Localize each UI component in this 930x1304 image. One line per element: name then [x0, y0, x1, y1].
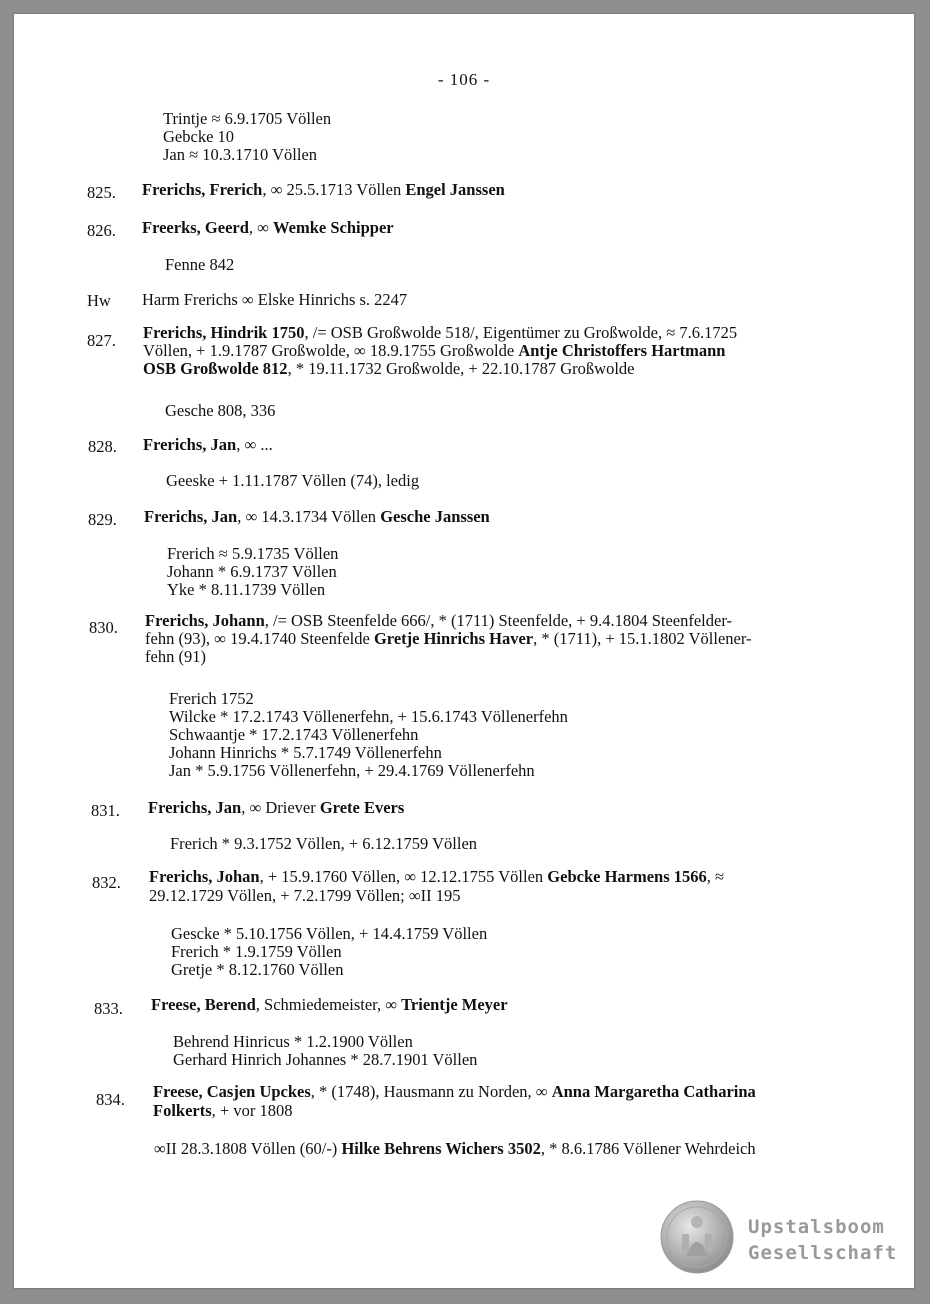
child-entry: Gescke * 5.10.1756 Völlen, + 14.4.1759 Völlen: [171, 924, 488, 943]
entry-number: 833.: [94, 999, 123, 1018]
entry-827-line2: [143, 342, 725, 360]
entry-832-line1: [149, 868, 724, 886]
entry-830-line1: [145, 612, 732, 630]
child-entry: Johann * 6.9.1737 Völlen: [167, 562, 337, 581]
entry-number: 830.: [89, 618, 118, 637]
spouse-name: Wemke Schipper: [273, 218, 394, 237]
spouse-name: Trientje Meyer: [401, 995, 508, 1014]
entry-833-heading: [151, 996, 508, 1014]
entry-text: , ∞: [248, 218, 274, 237]
entry-834-remarriage: [154, 1140, 756, 1158]
entry-number: 828.: [88, 437, 117, 456]
spouse-name: Folkerts: [153, 1101, 212, 1120]
entry-text: , ≈: [706, 867, 725, 886]
child-entry: Frerich * 1.9.1759 Völlen: [171, 942, 342, 961]
entry-number: 829.: [88, 510, 117, 529]
entry-name: Freese, Berend: [151, 995, 256, 1014]
entry-number: 834.: [96, 1090, 125, 1109]
child-entry: Behrend Hinricus * 1.2.1900 Völlen: [173, 1032, 413, 1051]
entry-text: fehn (93), ∞ 19.4.1740 Steenfelde: [145, 629, 374, 648]
child-entry: Johann Hinrichs * 5.7.1749 Völlenerfehn: [169, 743, 442, 762]
spouse-name: Grete Evers: [319, 798, 405, 817]
entry-number: 827.: [87, 331, 116, 350]
entry-text: , ∞ Driever: [241, 798, 320, 817]
entry-name: Frerichs, Jan: [144, 507, 238, 526]
entry-hw-text: Harm Frerichs ∞ Elske Hinrichs s. 2247: [142, 290, 408, 309]
spouse-name: Gesche Janssen: [380, 507, 490, 526]
entry-831-heading: [148, 799, 404, 817]
entry-827-line1: [143, 324, 737, 342]
child-entry: Gebcke 10: [163, 127, 235, 146]
child-entry: Frerich * 9.3.1752 Völlen, + 6.12.1759 Völlen: [170, 834, 478, 853]
entry-text: , /= OSB Steenfelde 666/, * (1711) Steenfelde, + 9.4.1804 Steenfelder-: [264, 611, 732, 630]
entry-number: Hw: [87, 291, 111, 310]
entry-text: , + vor 1808: [211, 1101, 293, 1120]
entry-number: 832.: [92, 873, 121, 892]
entry-text: , ∞ 14.3.1734 Völlen: [237, 507, 381, 526]
entry-name: Frerichs, Hindrik 1750: [143, 323, 305, 342]
entry-number: 831.: [91, 801, 120, 820]
child-entry: Jan * 5.9.1756 Völlenerfehn, + 29.4.1769 Völlenerfehn: [169, 761, 535, 780]
child-entry: Frerich 1752: [169, 689, 254, 708]
document-page: [14, 14, 914, 1288]
entry-text: , * (1748), Hausmann zu Norden, ∞: [310, 1082, 552, 1101]
child-entry: Frerich ≈ 5.9.1735 Völlen: [167, 544, 339, 563]
spouse-name: Engel Janssen: [405, 180, 505, 199]
page-number: - 106 -: [437, 70, 491, 89]
entry-name: Frerichs, Johann: [145, 611, 265, 630]
entry-number: 825.: [87, 183, 116, 202]
spouse-name: OSB Großwolde 812: [143, 359, 288, 378]
entry-834-line1: [153, 1083, 756, 1101]
entry-text: , + 15.9.1760 Völlen, ∞ 12.12.1755 Völlen: [259, 867, 548, 886]
child-entry: Gretje * 8.12.1760 Völlen: [171, 960, 344, 979]
child-entry: Jan ≈ 10.3.1710 Völlen: [163, 145, 318, 164]
entry-text: , * (1711), + 15.1.1802 Völlener-: [533, 629, 752, 648]
seal-logo-icon: [660, 1200, 734, 1274]
entry-830-line2: [145, 630, 752, 648]
entry-number: 826.: [87, 221, 116, 240]
spouse-name: Gebcke Harmens 1566: [547, 867, 707, 886]
child-entry: Fenne 842: [165, 255, 235, 274]
entry-name: Frerichs, Jan: [143, 435, 237, 454]
child-entry: Wilcke * 17.2.1743 Völlenerfehn, + 15.6.1743 Völlenerfehn: [169, 707, 568, 726]
entry-834-line2: [153, 1102, 292, 1120]
brand-line-1: Upstalsboom: [748, 1216, 885, 1238]
child-entry: Geeske + 1.11.1787 Völlen (74), ledig: [166, 471, 420, 490]
child-entry: Trintje ≈ 6.9.1705 Völlen: [163, 109, 332, 128]
entry-832-line2: 29.12.1729 Völlen, + 7.2.1799 Völlen; ∞II 195: [149, 886, 461, 905]
entry-text: , /= OSB Großwolde 518/, Eigentümer zu Großwolde, ≈ 7.6.1725: [304, 323, 738, 342]
brand-line-2: Gesellschaft: [748, 1242, 898, 1264]
entry-name: Frerichs, Johan: [149, 867, 260, 886]
entry-name: Frerichs, Frerich: [142, 180, 263, 199]
entry-text: ∞II 28.3.1808 Völlen (60/-): [154, 1139, 342, 1158]
entry-text: , ∞ 25.5.1713 Völlen: [262, 180, 406, 199]
entry-830-line3: fehn (91): [145, 647, 206, 666]
spouse-name: Gretje Hinrichs Haver: [373, 629, 534, 648]
entry-text: , Schmiedemeister, ∞: [255, 995, 402, 1014]
entry-name: Freese, Casjen Upckes: [153, 1082, 311, 1101]
entry-text: , ∞ ...: [236, 435, 273, 454]
child-entry: Gesche 808, 336: [165, 401, 276, 420]
child-entry: Gerhard Hinrich Johannes * 28.7.1901 Völlen: [173, 1050, 478, 1069]
entry-828-heading: [143, 436, 273, 454]
spouse-name: Anna Margaretha Catharina: [551, 1082, 756, 1101]
entry-text: , * 19.11.1732 Großwolde, + 22.10.1787 Großwolde: [287, 359, 635, 378]
entry-826-heading: [142, 219, 394, 237]
entry-825-heading: [142, 181, 505, 199]
entry-text: , * 8.6.1786 Völlener Wehrdeich: [540, 1139, 756, 1158]
entry-name: Freerks, Geerd: [142, 218, 249, 237]
child-entry: Yke * 8.11.1739 Völlen: [167, 580, 326, 599]
entry-829-heading: [144, 508, 490, 526]
spouse-name: Antje Christoffers Hartmann: [518, 341, 726, 360]
entry-827-line3: [143, 360, 634, 378]
entry-name: Frerichs, Jan: [148, 798, 242, 817]
spouse-name: Hilke Behrens Wichers 3502: [341, 1139, 541, 1158]
child-entry: Schwaantje * 17.2.1743 Völlenerfehn: [169, 725, 419, 744]
entry-text: Völlen, + 1.9.1787 Großwolde, ∞ 18.9.1755 Großwolde: [143, 341, 519, 360]
